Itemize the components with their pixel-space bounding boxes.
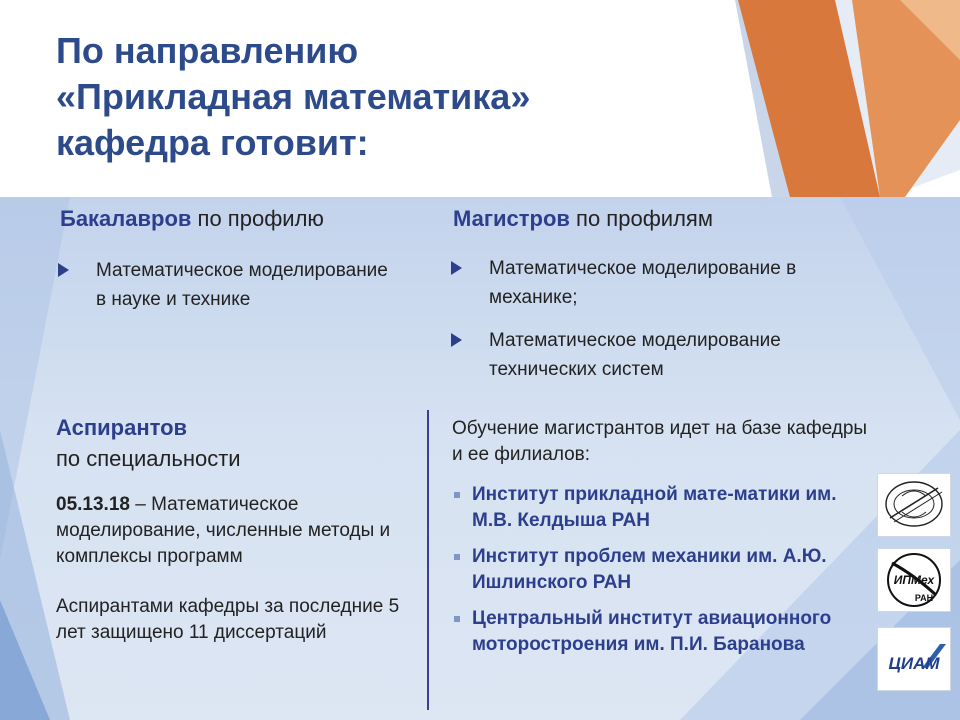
title-line-1: По направлению <box>56 30 359 71</box>
phd-specialty: 05.13.18 – Математическое моделирование, численные методы и комплексы программ <box>56 494 391 567</box>
phd-heading: Аспирантов по специальности <box>56 415 241 471</box>
ciam-logo-text: ЦИАМ <box>888 654 940 673</box>
keldysh-institute-logo <box>877 473 951 537</box>
list-item: Математическое моделирование технических систем <box>451 326 871 384</box>
slide-title <box>56 28 696 166</box>
list-item: Математическое моделирование в науке и технике <box>58 256 388 314</box>
column-divider <box>427 410 429 710</box>
bachelors-list <box>58 256 388 328</box>
list-item: Институт проблем механики им. А.Ю. Ишлинского РАН <box>452 544 862 596</box>
triangle-bullet-icon <box>451 261 462 275</box>
square-bullet-icon <box>454 492 460 498</box>
triangle-bullet-icon <box>451 333 462 347</box>
title-line-2: «Прикладная математика» <box>56 76 531 117</box>
square-bullet-icon <box>454 616 460 622</box>
institutes-list <box>452 482 862 668</box>
ipmech-logo-text: ИПМех <box>893 573 935 587</box>
training-intro: Обучение магистрантов идет на базе кафедры и ее филиалов: <box>452 418 868 465</box>
dissertations-text: Аспирантами кафедры за последние 5 лет защищено 11 диссертаций <box>56 596 400 643</box>
list-item: Центральный институт авиационного моторостроения им. П.И. Баранова <box>452 606 862 658</box>
square-bullet-icon <box>454 554 460 560</box>
masters-list <box>451 254 871 398</box>
masters-heading: Магистров по профилям <box>453 206 713 231</box>
ipmech-logo <box>877 548 951 612</box>
ciam-logo <box>877 627 951 691</box>
bachelors-heading: Бакалавров по профилю <box>60 206 324 231</box>
triangle-bullet-icon <box>58 263 69 277</box>
list-item: Математическое моделирование в механике; <box>451 254 871 312</box>
ipmech-logo-subtext: РАН <box>914 593 934 603</box>
list-item: Институт прикладной мате-матики им. М.В. Келдыша РАН <box>452 482 862 534</box>
title-line-3: кафедра готовит: <box>56 122 369 163</box>
